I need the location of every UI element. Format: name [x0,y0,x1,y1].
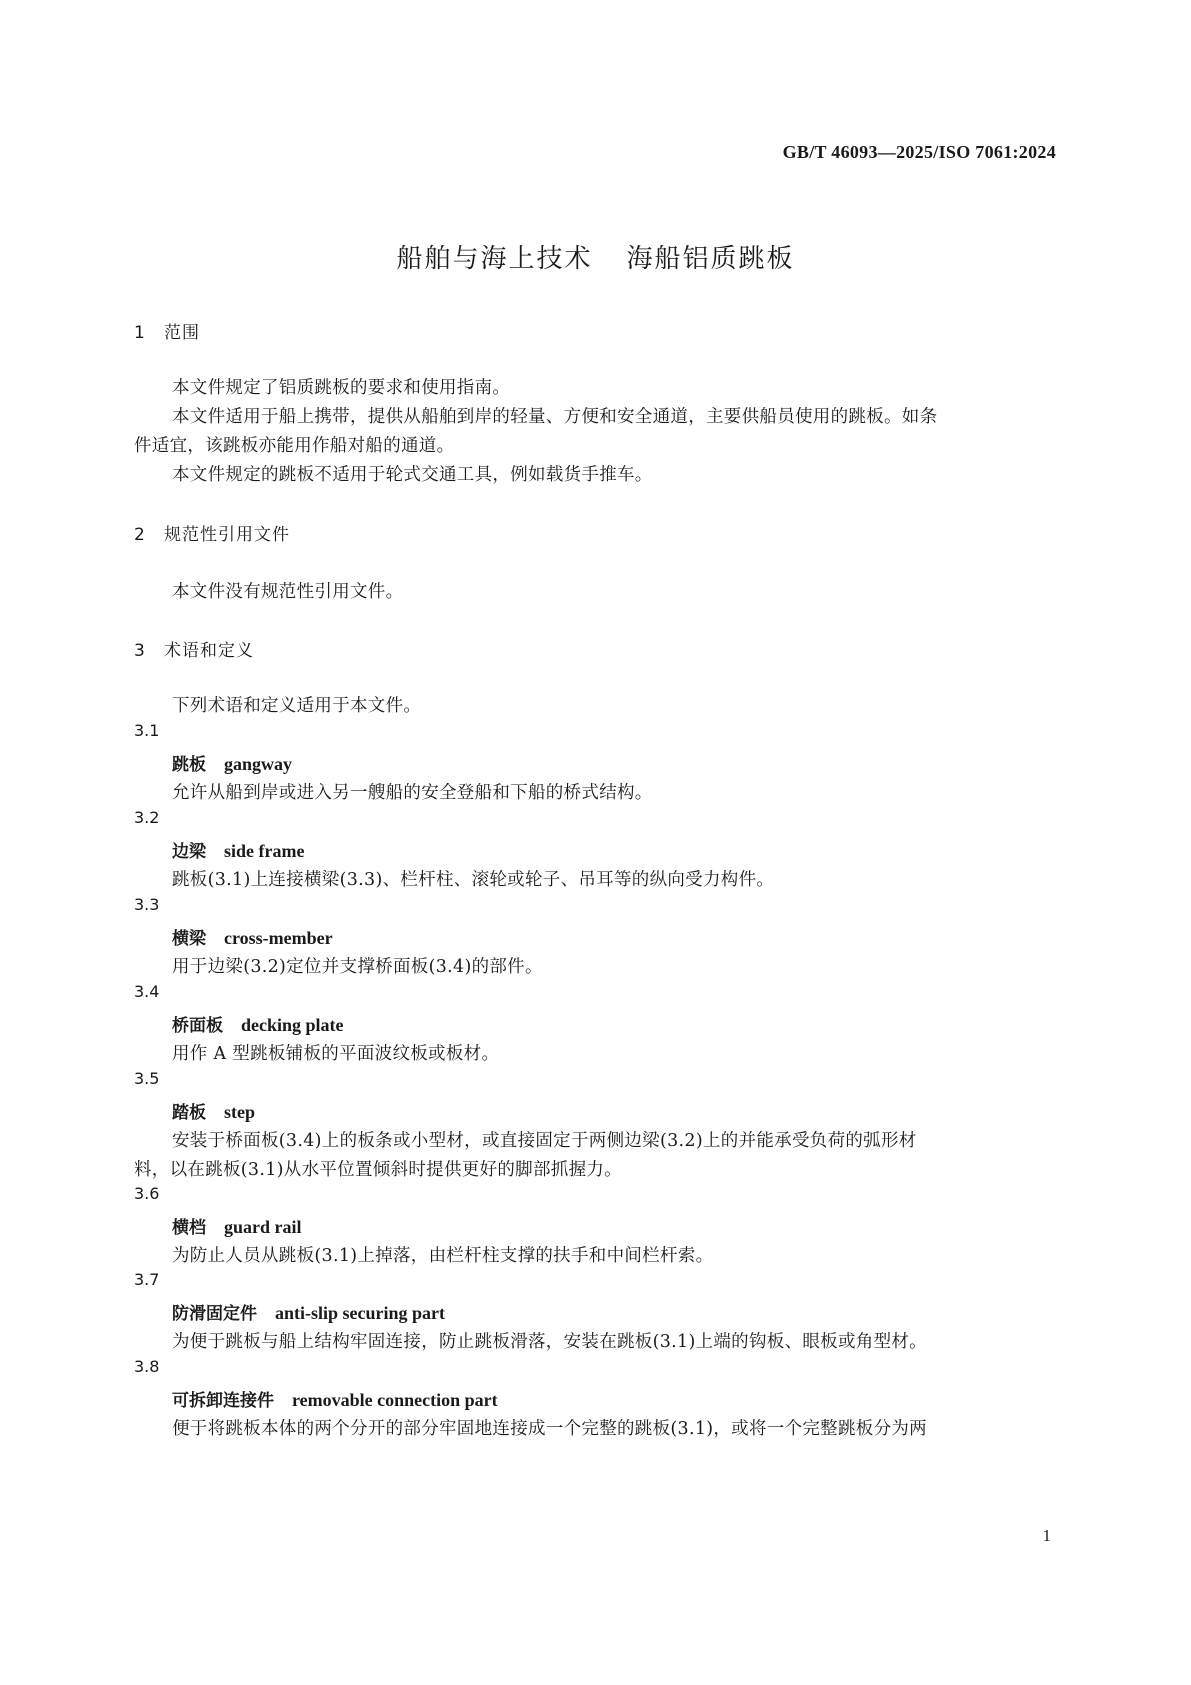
term-chinese: 横梁 [172,929,206,949]
term-definition-line: 用于边梁(3.2)定位并支撑桥面板(3.4)的部件。 [172,957,543,977]
term-english: step [224,1102,255,1122]
title-part-1: 船舶与海上技术 [396,244,593,274]
term-heading [172,1386,498,1411]
term-definition-line: 用作 A 型跳板铺板的平面波纹板或板材。 [172,1044,500,1064]
term-english: gangway [224,754,293,774]
term-definition-line: 安装于桥面板(3.4)上的板条或小型材，或直接固定于两侧边梁(3.2)上的并能承受负荷的弧形材 [172,1131,917,1151]
term-number: 3.7 [134,1270,160,1289]
page-number: 1 [1042,1526,1051,1545]
title-part-2: 海船铝质跳板 [626,244,795,274]
standard-code: GB/T 46093—2025/ISO 7061:2024 [782,142,1056,162]
paragraph-line: 下列术语和定义适用于本文件。 [172,696,422,716]
term-english: removable connection part [292,1390,498,1410]
section-heading-scope [134,318,200,343]
section-number: 3 [134,641,146,661]
section-title: 术语和定义 [164,641,254,661]
term-english: guard rail [224,1217,302,1237]
term-chinese: 桥面板 [172,1016,223,1036]
section-heading-terms [134,636,254,661]
term-heading [172,1299,445,1324]
term-definition-line: 便于将跳板本体的两个分开的部分牢固地连接成一个完整的跳板(3.1)，或将一个完整跳板分为两 [172,1419,927,1439]
term-number: 3.6 [134,1184,160,1203]
term-number: 3.1 [134,721,160,740]
term-definition-line: 为便于跳板与船上结构牢固连接，防止跳板滑落，安装在跳板(3.1)上端的钩板、眼板或角型材。 [172,1332,927,1352]
paragraph-line: 本文件规定了铝质跳板的要求和使用指南。 [172,378,511,398]
term-chinese: 跳板 [172,755,206,775]
paragraph-line: 本文件适用于船上携带，提供从船舶到岸的轻量、方便和安全通道，主要供船员使用的跳板。如条 [172,407,938,427]
term-heading [172,750,292,775]
section-number: 1 [134,323,146,343]
term-heading [172,1098,255,1123]
term-english: decking plate [241,1015,344,1035]
term-definition-line: 跳板(3.1)上连接横梁(3.3)、栏杆柱、滚轮或轮子、吊耳等的纵向受力构件。 [172,870,775,890]
document-title [0,238,1191,275]
term-heading [172,1213,302,1238]
term-number: 3.5 [134,1069,160,1088]
term-heading [172,924,333,949]
term-heading [172,837,304,862]
term-definition-line: 为防止人员从跳板(3.1)上掉落，由栏杆柱支撑的扶手和中间栏杆索。 [172,1246,714,1266]
term-english: side frame [224,841,305,861]
term-chinese: 横档 [172,1218,206,1238]
term-number: 3.8 [134,1357,160,1376]
paragraph-line: 本文件没有规范性引用文件。 [172,582,404,602]
section-number: 2 [134,525,146,545]
term-definition-line: 料，以在跳板(3.1)从水平位置倾斜时提供更好的脚部抓握力。 [134,1160,622,1180]
term-heading [172,1011,344,1036]
term-english: anti-slip securing part [275,1303,446,1323]
section-heading-normative-references [134,520,290,545]
term-number: 3.2 [134,808,160,827]
term-number: 3.3 [134,895,160,914]
paragraph-line: 件适宜，该跳板亦能用作船对船的通道。 [134,436,455,456]
term-chinese: 防滑固定件 [172,1304,257,1324]
term-definition-line: 允许从船到岸或进入另一艘船的安全登船和下船的桥式结构。 [172,783,653,803]
section-title: 规范性引用文件 [164,525,290,545]
term-chinese: 可拆卸连接件 [172,1391,274,1411]
term-english: cross-member [224,928,333,948]
term-number: 3.4 [134,982,160,1001]
section-title: 范围 [164,323,200,343]
term-chinese: 踏板 [172,1103,206,1123]
term-chinese: 边梁 [172,842,206,862]
paragraph-line: 本文件规定的跳板不适用于轮式交通工具，例如载货手推车。 [172,465,653,485]
